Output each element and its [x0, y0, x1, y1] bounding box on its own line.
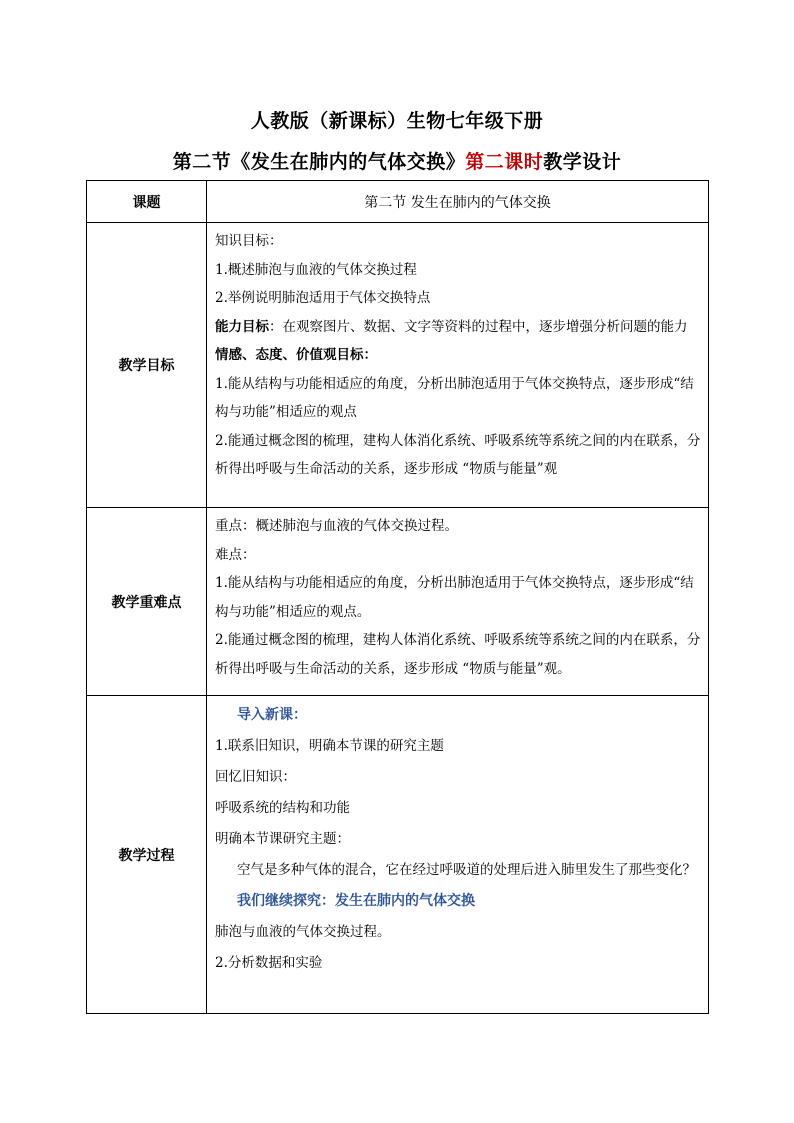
knowledge-goal-heading: 知识目标：: [215, 233, 283, 249]
ability-goal-heading: 能力目标: [215, 318, 269, 335]
table-row-key-points: [87, 508, 709, 696]
lesson-plan-table: [86, 180, 709, 1014]
value-topic: 第二节 发生在肺内的气体交换: [207, 181, 709, 223]
key-point: 重点：概述肺泡与血液的气体交换过程。: [215, 518, 458, 534]
label-goals: 教学目标: [87, 223, 207, 508]
intro-heading: 导入新课：: [237, 707, 307, 723]
document-subtitle: [0, 147, 794, 174]
label-topic: 课题: [87, 181, 207, 223]
table-row-process: [87, 696, 709, 1014]
emotion-goal-2: 2.能通过概念图的梳理，建构人体消化系统、呼吸系统等系统之间的内在联系，分析得出呼吸与生命活动的关系，逐步形成 “物质与能量”观: [215, 432, 701, 477]
knowledge-goal-1: 1.概述肺泡与血液的气体交换过程: [215, 261, 417, 278]
recall-text: 呼吸系统的结构和功能: [215, 800, 350, 816]
emotion-goal-heading: 情感、态度、价值观目标：: [215, 347, 377, 363]
key-points-content: [207, 508, 709, 696]
continue-heading: 我们继续探究：发生在肺内的气体交换: [237, 893, 475, 909]
label-key-points: 教学重难点: [87, 508, 207, 696]
step-2-heading: 2.分析数据和实验: [215, 955, 323, 971]
process-content: [207, 696, 709, 1014]
difficult-point-1: 1.能从结构与功能相适应的角度，分析出肺泡适用于气体交换特点，逐步形成“结构与功能”相适应的观点。: [215, 575, 694, 620]
document-title: 人教版（新课标）生物七年级下册: [250, 110, 544, 132]
subtitle-highlight: 第二课时: [465, 151, 544, 173]
subtitle-part2: 教学设计: [543, 151, 622, 173]
guiding-question: 空气是多种气体的混合，它在经过呼吸道的处理后进入肺里发生了那些变化？: [237, 862, 696, 878]
step-1-heading: 1.联系旧知识，明确本节课的研究主题: [215, 738, 444, 754]
ability-goal: [215, 313, 701, 342]
knowledge-goal-2: 2.举例说明肺泡适用于气体交换特点: [215, 290, 431, 306]
difficult-point-2: 2.能通过概念图的梳理，建构人体消化系统、呼吸系统等系统之间的内在联系，分析得出呼吸与生命活动的关系，逐步形成 “物质与能量”观。: [215, 632, 701, 677]
emotion-goal-1: 1.能从结构与功能相适应的角度，分析出肺泡适用于气体交换特点，逐步形成“结构与功能”相适应的观点: [215, 375, 694, 420]
clarify-heading: 明确本节课研究主题：: [215, 831, 350, 847]
label-process: 教学过程: [87, 696, 207, 1014]
table-row-goals: [87, 223, 709, 508]
continue-text: 肺泡与血液的气体交换过程。: [215, 924, 391, 940]
recall-heading: 回忆旧知识：: [215, 769, 296, 785]
table-row-topic: [87, 181, 709, 223]
goals-content: [207, 223, 709, 508]
difficult-point-heading: 难点：: [215, 546, 256, 563]
subtitle-part1: 第二节《发生在肺内的气体交换》: [172, 151, 466, 173]
ability-goal-text: ：在观察图片、数据、文字等资料的过程中，逐步增强分析问题的能力: [269, 318, 688, 335]
